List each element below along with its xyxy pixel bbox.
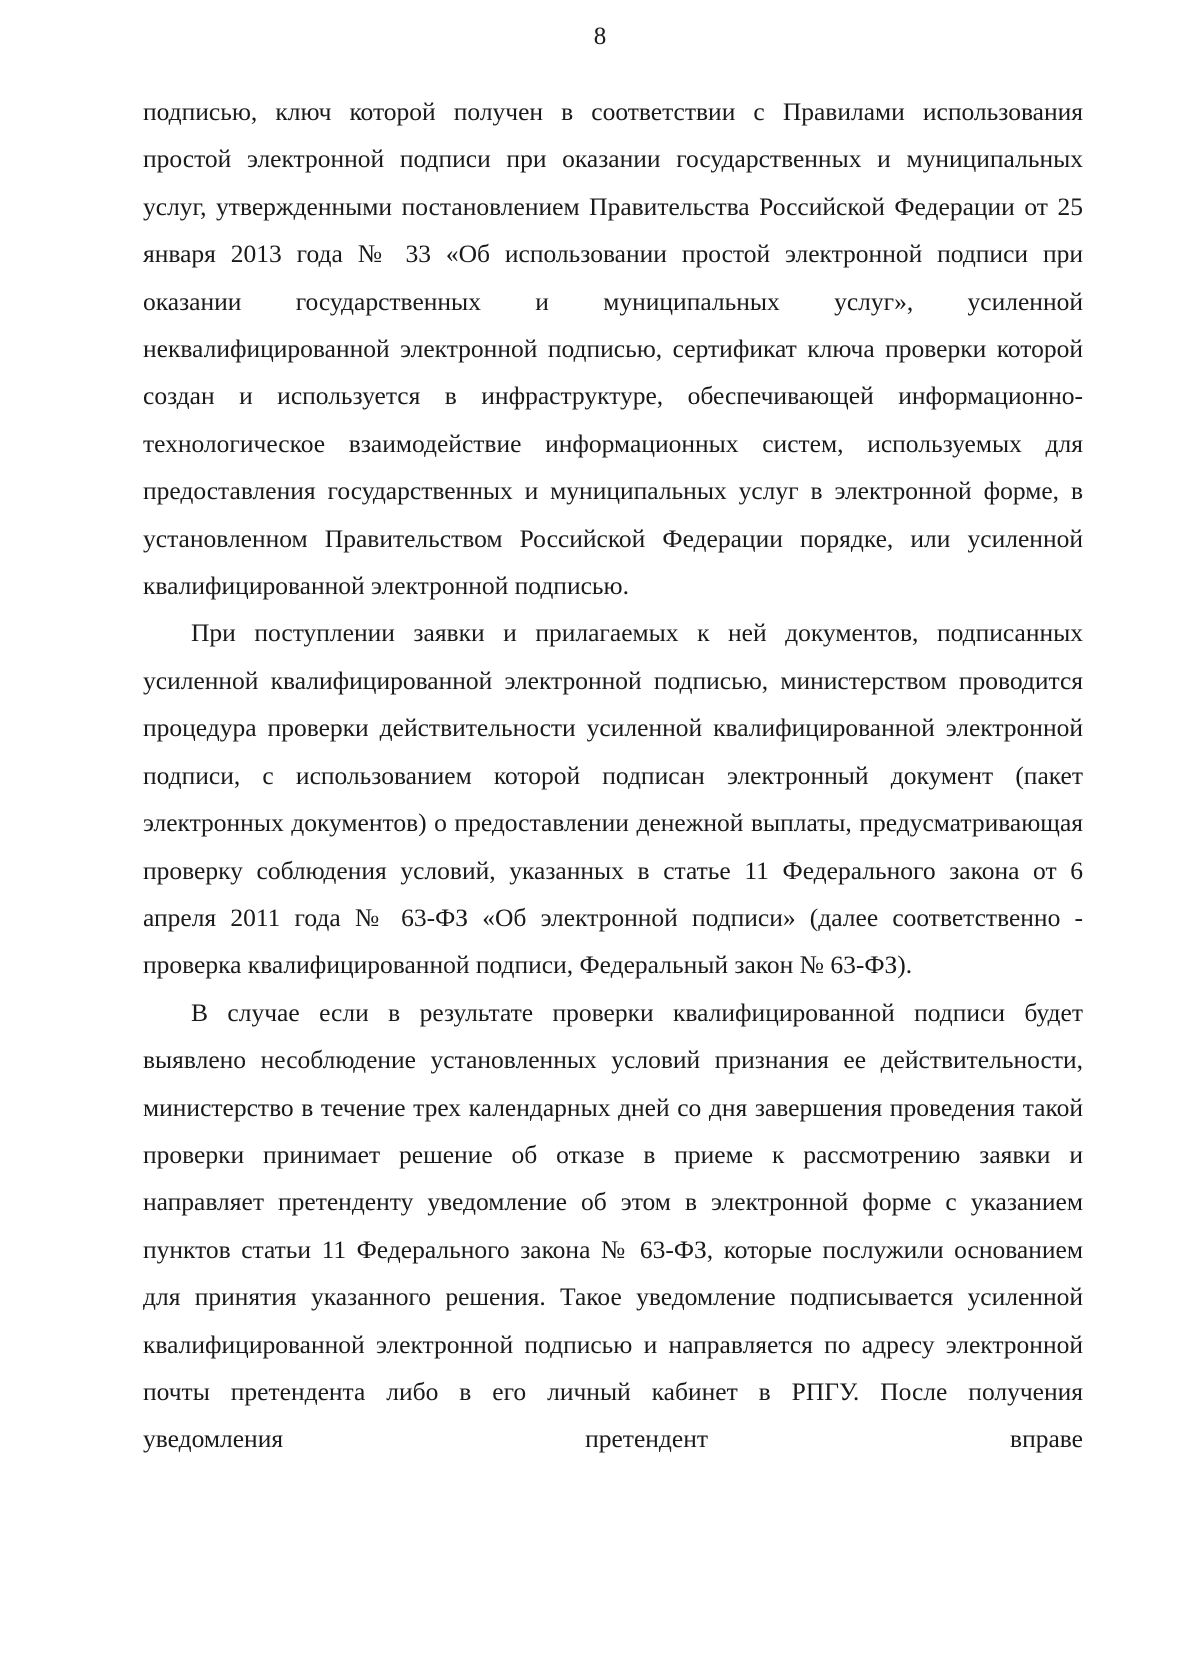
page-number: 8	[593, 23, 607, 50]
document-body	[143, 88, 1083, 1463]
paragraph-refusal: В случае если в результате проверки квалифицированной подписи будет выявлено несоблюдение установленных условий признания ее действительности, министерство в течение трех календарных дней со дня завершения проведения такой проверки принимает решение об отказе в приеме к рассмотрению заявки и направляет претенденту уведомление об этом в электронной форме с указанием пунктов статьи 11 Федерального закона № 63-ФЗ, которые послужили основанием для принятия указанного решения. Такое уведомление подписывается усиленной квалифицированной электронной подписью и направляется по адресу электронной почты претендента либо в его личный кабинет в РПГУ. После получения уведомления претендент вправе	[143, 997, 1083, 1454]
paragraph-verification: При поступлении заявки и прилагаемых к ней документов, подписанных усиленной квалифицированной электронной подписью, министерством проводится процедура проверки действительности усиленной квалифицированной электронной подписи, с использованием которой подписан электронный документ (пакет электронных документов) о предоставлении денежной выплаты, предусматривающая проверку соблюдения условий, указанных в статье 11 Федерального закона от 6 апреля 2011 года № 63-ФЗ «Об электронной подписи» (далее соответственно - проверка квалифицированной подписи, Федеральный закон № 63-ФЗ).	[143, 618, 1083, 980]
paragraph-continuation: подписью, ключ которой получен в соответствии с Правилами использования простой электронной подписи при оказании государственных и муниципальных услуг, утвержденными постановлением Правительства Российской Федерации от 25 января 2013 года № 33 «Об использовании простой электронной подписи при оказании государственных и муниципальных услуг», усиленной неквалифицированной электронной подписью, сертификат ключа проверки которой создан и используется в инфраструктуре, обеспечивающей информационно-технологическое взаимодействие информационных систем, используемых для предоставления государственных и муниципальных услуг в электронной форме, в установленном Правительством Российской Федерации порядке, или усиленной квалифицированной электронной подписью.	[143, 97, 1083, 601]
